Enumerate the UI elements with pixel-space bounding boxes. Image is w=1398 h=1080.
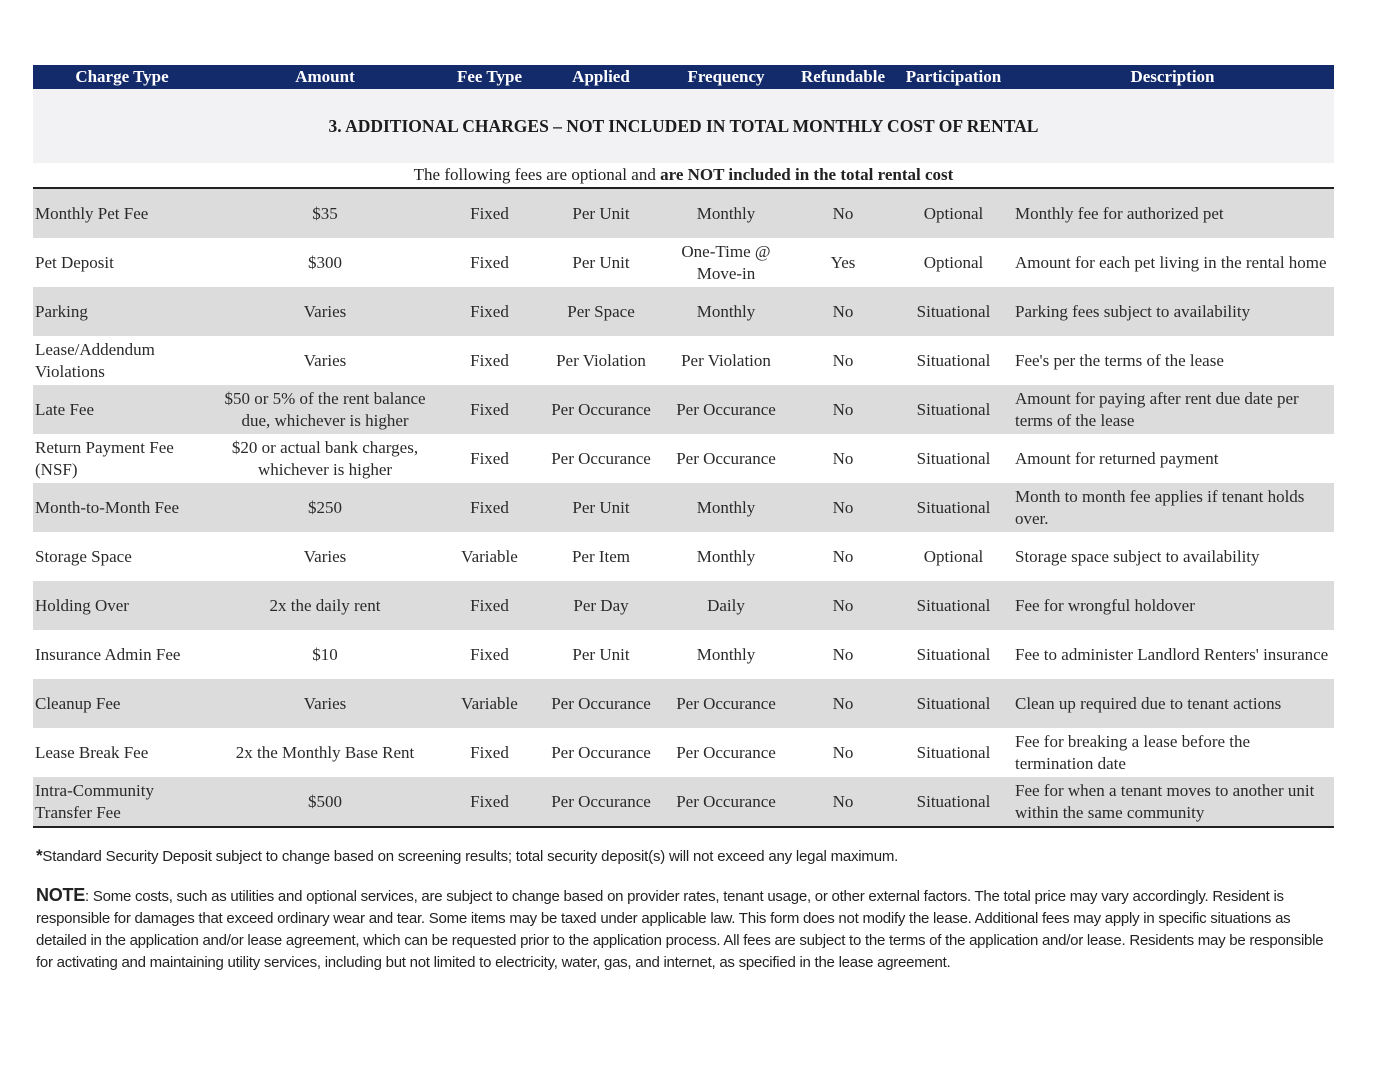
participation-cell: Situational bbox=[896, 777, 1011, 827]
optional-note bbox=[33, 163, 1334, 188]
frequency-cell: Daily bbox=[662, 581, 790, 630]
participation-cell: Situational bbox=[896, 728, 1011, 777]
charge-type-cell: Lease/Addendum Violations bbox=[33, 336, 211, 385]
refundable-cell: No bbox=[790, 188, 896, 238]
refundable-cell: No bbox=[790, 532, 896, 581]
amount-cell: $500 bbox=[211, 777, 439, 827]
refundable-cell: No bbox=[790, 287, 896, 336]
security-deposit-footnote bbox=[36, 846, 1336, 866]
table-row bbox=[33, 728, 1334, 777]
fee-type-cell: Fixed bbox=[439, 287, 540, 336]
table-row bbox=[33, 434, 1334, 483]
charge-type-cell: Lease Break Fee bbox=[33, 728, 211, 777]
amount-cell: Varies bbox=[211, 336, 439, 385]
applied-cell: Per Occurance bbox=[540, 777, 662, 827]
optional-note-prefix: The following fees are optional and bbox=[413, 165, 661, 184]
frequency-cell: Monthly bbox=[662, 483, 790, 532]
fee-type-cell: Fixed bbox=[439, 777, 540, 827]
refundable-cell: Yes bbox=[790, 238, 896, 287]
participation-cell: Situational bbox=[896, 483, 1011, 532]
description-cell: Fee for when a tenant moves to another unit within the same community bbox=[1011, 777, 1334, 827]
participation-cell: Situational bbox=[896, 434, 1011, 483]
applied-cell: Per Unit bbox=[540, 238, 662, 287]
description-cell: Fee for wrongful holdover bbox=[1011, 581, 1334, 630]
fee-type-cell: Fixed bbox=[439, 336, 540, 385]
table-row bbox=[33, 188, 1334, 238]
description-cell: Amount for each pet living in the rental home bbox=[1011, 238, 1334, 287]
table-row bbox=[33, 336, 1334, 385]
charge-type-cell: Late Fee bbox=[33, 385, 211, 434]
refundable-cell: No bbox=[790, 728, 896, 777]
fee-type-cell: Fixed bbox=[439, 188, 540, 238]
table-row bbox=[33, 483, 1334, 532]
participation-cell: Optional bbox=[896, 532, 1011, 581]
note-text: : Some costs, such as utilities and optional services, are subject to change based on provider rates, tenant usage, or other external factors. The total price may vary accordingly. Resident is responsible for damages that exceed ordinary wear and tear. Some items may be taxed under applicable law. This form does not modify the lease. Additional fees may apply in specific situations as detailed in the application and/or lease agreement, which can be requested prior to the application process. All fees are subject to the terms of the application and/or lease. Residents may be responsible for activating and maintaining utility services, including but not limited to electricity, water, gas, and internet, as specified in the lease agreement. bbox=[36, 888, 1324, 971]
additional-charges-table bbox=[33, 65, 1334, 828]
applied-cell: Per Unit bbox=[540, 188, 662, 238]
frequency-cell: Per Occurance bbox=[662, 434, 790, 483]
fee-type-cell: Fixed bbox=[439, 385, 540, 434]
participation-cell: Situational bbox=[896, 581, 1011, 630]
description-cell: Month to month fee applies if tenant holds over. bbox=[1011, 483, 1334, 532]
applied-cell: Per Item bbox=[540, 532, 662, 581]
fee-rows bbox=[33, 188, 1334, 827]
description-cell: Amount for returned payment bbox=[1011, 434, 1334, 483]
frequency-cell: Monthly bbox=[662, 188, 790, 238]
description-cell: Monthly fee for authorized pet bbox=[1011, 188, 1334, 238]
frequency-cell: Monthly bbox=[662, 532, 790, 581]
charge-type-cell: Intra-Community Transfer Fee bbox=[33, 777, 211, 827]
refundable-cell: No bbox=[790, 483, 896, 532]
table-row bbox=[33, 777, 1334, 827]
amount-cell: Varies bbox=[211, 532, 439, 581]
table-header-row bbox=[33, 65, 1334, 89]
fee-type-cell: Fixed bbox=[439, 581, 540, 630]
section-title: 3. ADDITIONAL CHARGES – NOT INCLUDED IN TOTAL MONTHLY COST OF RENTAL bbox=[33, 89, 1334, 163]
description-cell: Fee's per the terms of the lease bbox=[1011, 336, 1334, 385]
description-cell: Clean up required due to tenant actions bbox=[1011, 679, 1334, 728]
participation-cell: Optional bbox=[896, 238, 1011, 287]
header-description: Description bbox=[1011, 65, 1334, 89]
participation-cell: Situational bbox=[896, 336, 1011, 385]
frequency-cell: Monthly bbox=[662, 630, 790, 679]
table-row bbox=[33, 630, 1334, 679]
header-amount: Amount bbox=[211, 65, 439, 89]
frequency-cell: Monthly bbox=[662, 287, 790, 336]
frequency-cell: Per Occurance bbox=[662, 679, 790, 728]
fee-type-cell: Variable bbox=[439, 679, 540, 728]
participation-cell: Situational bbox=[896, 630, 1011, 679]
description-cell: Storage space subject to availability bbox=[1011, 532, 1334, 581]
fee-type-cell: Fixed bbox=[439, 238, 540, 287]
table-row bbox=[33, 581, 1334, 630]
table-row bbox=[33, 385, 1334, 434]
fee-type-cell: Fixed bbox=[439, 728, 540, 777]
charge-type-cell: Return Payment Fee (NSF) bbox=[33, 434, 211, 483]
header-fee-type: Fee Type bbox=[439, 65, 540, 89]
frequency-cell: Per Occurance bbox=[662, 728, 790, 777]
applied-cell: Per Day bbox=[540, 581, 662, 630]
frequency-cell: One-Time @ Move-in bbox=[662, 238, 790, 287]
header-applied: Applied bbox=[540, 65, 662, 89]
applied-cell: Per Violation bbox=[540, 336, 662, 385]
charge-type-cell: Month-to-Month Fee bbox=[33, 483, 211, 532]
amount-cell: $50 or 5% of the rent balance due, whichever is higher bbox=[211, 385, 439, 434]
fees-sheet bbox=[33, 65, 1334, 828]
amount-cell: Varies bbox=[211, 679, 439, 728]
participation-cell: Optional bbox=[896, 188, 1011, 238]
section-title-row bbox=[33, 89, 1334, 163]
refundable-cell: No bbox=[790, 679, 896, 728]
header-charge-type: Charge Type bbox=[33, 65, 211, 89]
charge-type-cell: Insurance Admin Fee bbox=[33, 630, 211, 679]
amount-cell: 2x the Monthly Base Rent bbox=[211, 728, 439, 777]
refundable-cell: No bbox=[790, 385, 896, 434]
table-row bbox=[33, 532, 1334, 581]
amount-cell: $35 bbox=[211, 188, 439, 238]
charge-type-cell: Monthly Pet Fee bbox=[33, 188, 211, 238]
charge-type-cell: Parking bbox=[33, 287, 211, 336]
refundable-cell: No bbox=[790, 434, 896, 483]
refundable-cell: No bbox=[790, 336, 896, 385]
header-participation: Participation bbox=[896, 65, 1011, 89]
fee-type-cell: Fixed bbox=[439, 483, 540, 532]
charge-type-cell: Holding Over bbox=[33, 581, 211, 630]
charge-type-cell: Cleanup Fee bbox=[33, 679, 211, 728]
applied-cell: Per Unit bbox=[540, 630, 662, 679]
amount-cell: $20 or actual bank charges, whichever is higher bbox=[211, 434, 439, 483]
frequency-cell: Per Occurance bbox=[662, 385, 790, 434]
frequency-cell: Per Violation bbox=[662, 336, 790, 385]
applied-cell: Per Occurance bbox=[540, 728, 662, 777]
refundable-cell: No bbox=[790, 581, 896, 630]
amount-cell: 2x the daily rent bbox=[211, 581, 439, 630]
refundable-cell: No bbox=[790, 777, 896, 827]
note-label: NOTE bbox=[36, 885, 86, 905]
header-refundable: Refundable bbox=[790, 65, 896, 89]
fee-type-cell: Variable bbox=[439, 532, 540, 581]
table-row bbox=[33, 238, 1334, 287]
fee-type-cell: Fixed bbox=[439, 434, 540, 483]
participation-cell: Situational bbox=[896, 287, 1011, 336]
description-cell: Fee for breaking a lease before the termination date bbox=[1011, 728, 1334, 777]
amount-cell: Varies bbox=[211, 287, 439, 336]
description-cell: Amount for paying after rent due date per terms of the lease bbox=[1011, 385, 1334, 434]
amount-cell: $300 bbox=[211, 238, 439, 287]
footnote-text: Standard Security Deposit subject to change based on screening results; total security deposit(s) will not exceed any legal maximum. bbox=[42, 848, 899, 865]
applied-cell: Per Unit bbox=[540, 483, 662, 532]
optional-note-bold: are NOT included in the total rental cost bbox=[660, 165, 954, 184]
optional-note-row bbox=[33, 163, 1334, 188]
applied-cell: Per Occurance bbox=[540, 679, 662, 728]
amount-cell: $10 bbox=[211, 630, 439, 679]
table-row bbox=[33, 679, 1334, 728]
table-row bbox=[33, 287, 1334, 336]
description-cell: Parking fees subject to availability bbox=[1011, 287, 1334, 336]
description-cell: Fee to administer Landlord Renters' insurance bbox=[1011, 630, 1334, 679]
charge-type-cell: Pet Deposit bbox=[33, 238, 211, 287]
header-frequency: Frequency bbox=[662, 65, 790, 89]
applied-cell: Per Space bbox=[540, 287, 662, 336]
refundable-cell: No bbox=[790, 630, 896, 679]
frequency-cell: Per Occurance bbox=[662, 777, 790, 827]
applied-cell: Per Occurance bbox=[540, 385, 662, 434]
amount-cell: $250 bbox=[211, 483, 439, 532]
participation-cell: Situational bbox=[896, 679, 1011, 728]
note-paragraph bbox=[36, 884, 1334, 974]
applied-cell: Per Occurance bbox=[540, 434, 662, 483]
charge-type-cell: Storage Space bbox=[33, 532, 211, 581]
participation-cell: Situational bbox=[896, 385, 1011, 434]
fee-type-cell: Fixed bbox=[439, 630, 540, 679]
footnote-star: * bbox=[36, 846, 43, 865]
